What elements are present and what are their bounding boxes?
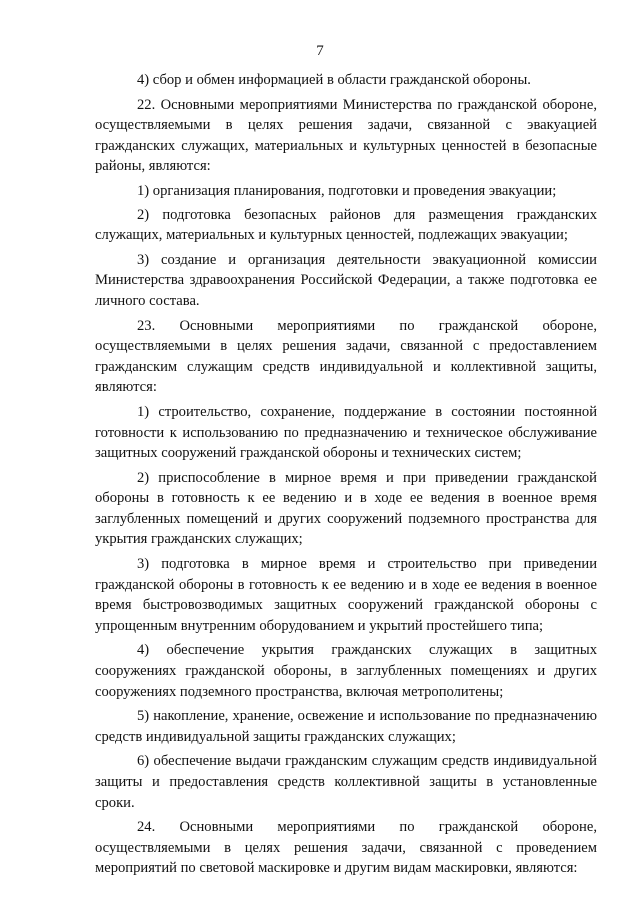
paragraph-24-camouflage: 24. Основными мероприятиями по гражданской обороне, осуществляемыми в целях решения задачи, связанной с проведением мероприятий по световой маскировке и другим видам маскировки, являются: [95,819,597,877]
paragraph-23-protection: 23. Основными мероприятиями по гражданской обороне, осуществляемыми в целях решения задачи, связанной с предоставлением гражданским служащим средств индивидуальной и коллективной защиты, являются: [95,317,597,396]
list-item-23-5: 5) накопление, хранение, освежение и использование по предназначению средств индивидуальной защиты гражданских служащих; [95,708,597,745]
list-item-23-3: 3) подготовка в мирное время и строительство при приведении гражданской обороны в готовность к ее ведению и в ходе ее ведения в военное время быстровозводимых защитных сооружений гражданской обороны с упрощенным внутренним оборудованием и укрытий простейшего типа; [95,556,597,634]
list-item-23-2: 2) приспособление в мирное время и при приведении гражданской обороны в готовность к ее ведению и в ходе ее ведения в военное время заглубленных помещений и других сооружений подземного пространства для укрытия гражданских служащих; [95,469,597,548]
paragraph-22-evacuation: 22. Основными мероприятиями Министерства по гражданской обороне, осуществляемыми в целях решения задачи, связанной с эвакуацией гражданских служащих, материальных и культурных ценностей в безопасные районы, являются: [95,96,597,175]
list-item-23-1: 1) строительство, сохранение, поддержание в состоянии постоянной готовности к использованию по предназначению и техническое обслуживание защитных сооружений гражданской обороны и технических систем; [95,403,597,462]
paragraph-item-4-info-exchange: 4) сбор и обмен информацией в области гражданской обороны. [137,72,531,88]
list-item-23-6: 6) обеспечение выдачи гражданским служащим средств индивидуальной защиты и предоставления средств коллективной защиты в установленные сроки. [95,753,597,811]
list-item-22-1: 1) организация планирования, подготовки и проведения эвакуации; [137,182,557,199]
document-body [95,70,597,883]
page-number: 7 [316,43,324,59]
list-item-22-2: 2) подготовка безопасных районов для размещения гражданских служащих, материальных и культурных ценностей, подлежащих эвакуации; [95,206,597,244]
list-item-23-4: 4) обеспечение укрытия гражданских служащих в защитных сооружениях гражданской обороны, в заглубленных помещениях и других сооружениях подземного пространства, включая метрополитены; [95,642,597,700]
list-item-22-3: 3) создание и организация деятельности эвакуационной комиссии Министерства здравоохранения Российской Федерации, а также подготовка ее личного состава. [95,251,597,309]
